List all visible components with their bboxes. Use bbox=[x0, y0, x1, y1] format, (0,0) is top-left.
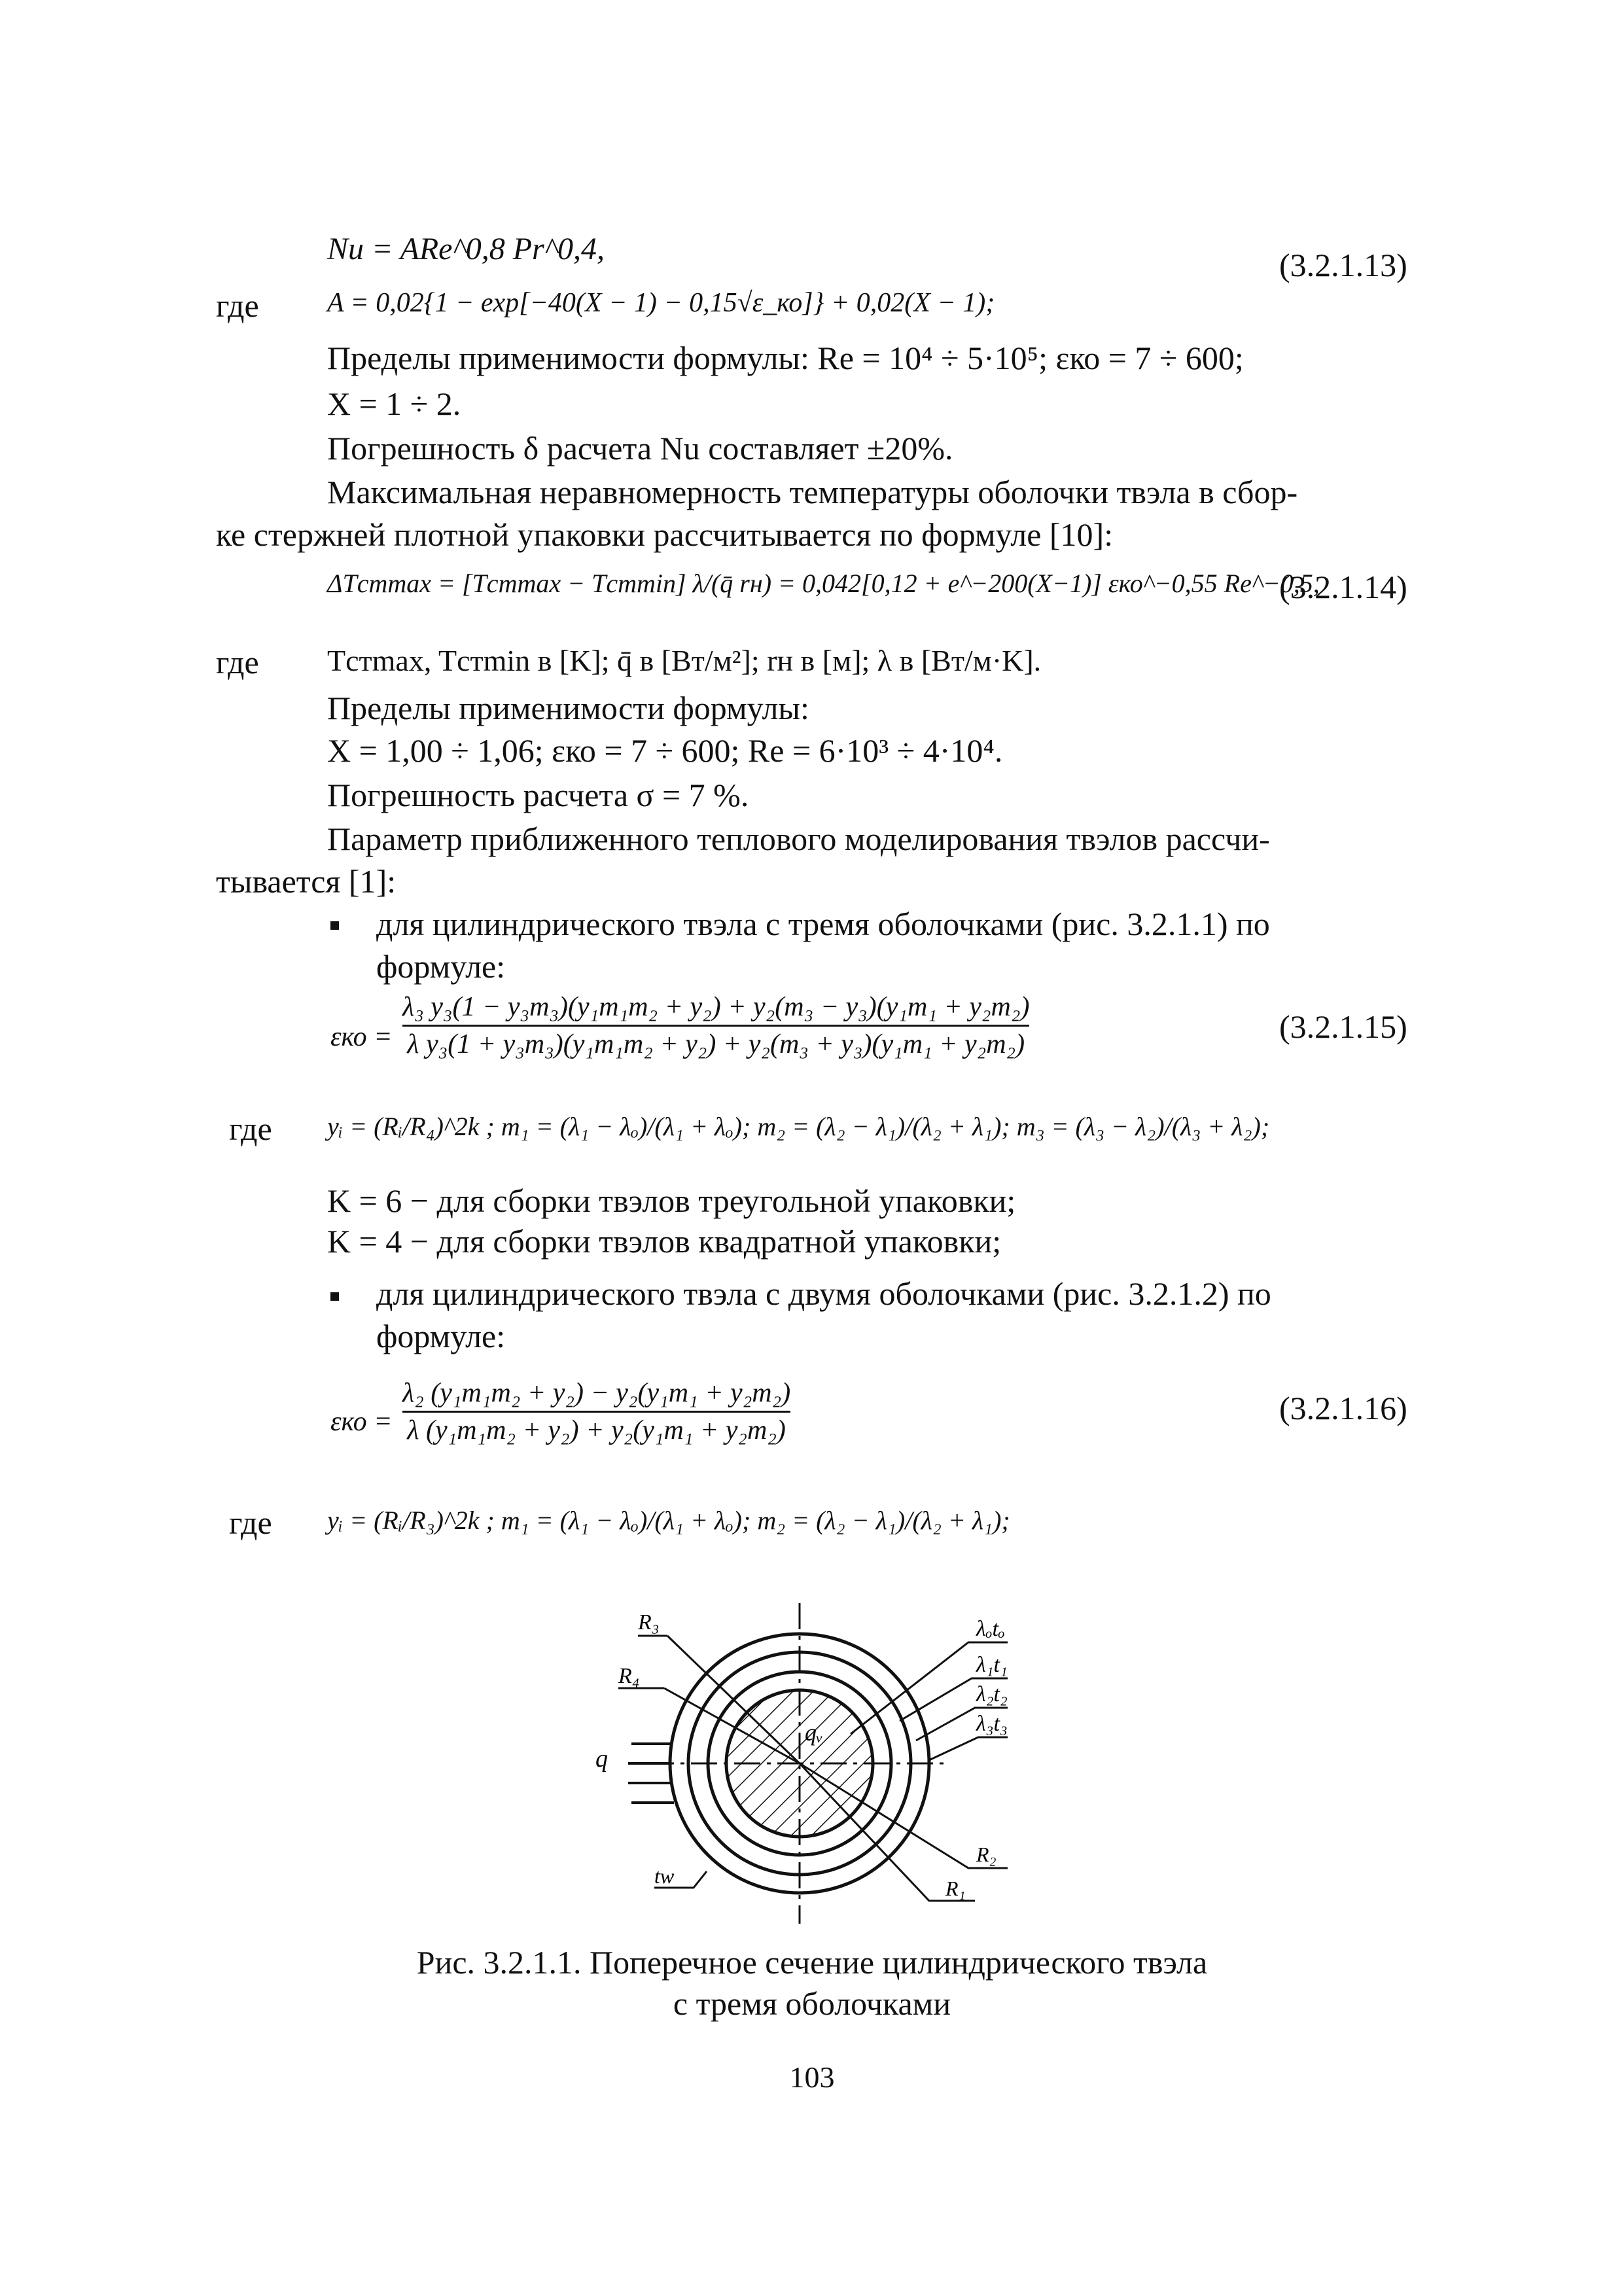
para-max-line1: Максимальная неравномерность температуры оболочки твэла в сбор- bbox=[327, 474, 1298, 510]
para-param-line2: тывается [1]: bbox=[216, 863, 397, 900]
bullet-2-line1: для цилиндрического твэла с двумя оболочками (рис. 3.2.1.2) по bbox=[376, 1275, 1271, 1312]
eq-14-number: (3.2.1.14) bbox=[1279, 569, 1407, 605]
label-q: q bbox=[595, 1745, 608, 1773]
page-number: 103 bbox=[789, 2060, 835, 2094]
limits-13: Пределы применимости формулы: Re = 10⁴ ÷ 5·10⁵; εко = 7 ÷ 600; bbox=[327, 340, 1244, 376]
limits-14: X = 1,00 ÷ 1,06; εко = 7 ÷ 600; Re = 6·10³ ÷ 4·10⁴. bbox=[327, 732, 1003, 769]
label-tw: tw bbox=[654, 1864, 675, 1888]
eq-16-denominator: λ (y₁m₁m₂ + y₂) + y₂(y₁m₁ + y₂m₂) bbox=[407, 1415, 786, 1446]
bullet-1-line1: для цилиндрического твэла с тремя оболочками (рис. 3.2.1.1) по bbox=[376, 906, 1270, 942]
label-r2: R₂ bbox=[976, 1843, 997, 1866]
eq-16-numerator: λ₂ (y₁m₁m₂ + y₂) − y₂(y₁m₁ + y₂m₂) bbox=[402, 1378, 791, 1408]
limits-14-title: Пределы применимости формулы: bbox=[327, 690, 809, 726]
figure-caption-line1: Рис. 3.2.1.1. Поперечное сечение цилиндрического твэла bbox=[416, 1944, 1208, 1981]
eq-13-a-formula: A = 0,02{1 − exp[−40(X − 1) − 0,15√ε_ко]} + 0,02(X − 1); bbox=[327, 288, 995, 318]
eq-14-formula: ΔTстmax = [Tстmax − Tстmin] λ/(q̄ rн) = 0,042[0,12 + e^−200(X−1)] εко^−0,55 Re^−0,5, bbox=[327, 569, 1320, 598]
error-13: Погрешность δ расчета Nu составляет ±20%. bbox=[327, 430, 953, 467]
eq-14-units: Tстmax, Tстmin в [K]; q̄ в [Вт/м²]; rн в [м]; λ в [Вт/м·K]. bbox=[327, 644, 1042, 677]
eq-16-lhs: εко = bbox=[330, 1407, 393, 1437]
k4-line: K = 4 − для сборки твэлов квадратной упаковки; bbox=[327, 1223, 1002, 1260]
label-r4: R₄ bbox=[618, 1664, 640, 1688]
eq-15-where: где bbox=[229, 1110, 272, 1147]
eq-14-where: где bbox=[216, 644, 259, 680]
eq-16-defs: yᵢ = (Rᵢ/R₃)^2k ; m₁ = (λ₁ − λₒ)/(λ₁ + λₒ); m₂ = (λ₂ − λ₁)/(λ₂ + λ₁); bbox=[327, 1506, 1010, 1535]
eq-15-denominator: λ y₃(1 + y₃m₃)(y₁m₁m₂ + y₂) + y₂(m₃ + y₃)(y₁m₁ + y₂m₂) bbox=[407, 1029, 1025, 1060]
label-l3t3: λ₃t₃ bbox=[976, 1712, 1008, 1736]
label-r1: R₁ bbox=[945, 1877, 966, 1900]
label-l1t1: λ₁t₁ bbox=[976, 1653, 1008, 1677]
k6-line: K = 6 − для сборки твэлов треугольной упаковки; bbox=[327, 1182, 1016, 1219]
eq-13-formula: Nu = ARe^0,8 Pr^0,4, bbox=[327, 232, 605, 266]
error-14: Погрешность расчета σ = 7 %. bbox=[327, 777, 749, 813]
eq-15-defs: yᵢ = (Rᵢ/R₄)^2k ; m₁ = (λ₁ − λₒ)/(λ₁ + λₒ); m₂ = (λ₂ − λ₁)/(λ₂ + λ₁); m₃ = (λ₃ − λ₂)/(λ₃ + λ₂); bbox=[327, 1112, 1270, 1141]
eq-15-number: (3.2.1.15) bbox=[1279, 1008, 1407, 1045]
label-l2t2: λ₂t₂ bbox=[976, 1682, 1008, 1706]
label-r3: R₃ bbox=[638, 1610, 660, 1634]
eq-15-lhs: εко = bbox=[330, 1022, 393, 1052]
para-max-line2: ке стержней плотной упаковки рассчитывается по формуле [10]: bbox=[216, 516, 1114, 553]
eq-13-where: где bbox=[216, 287, 259, 324]
bullet-1-line2: формуле: bbox=[376, 948, 506, 985]
figure-caption-line2: с тремя оболочками bbox=[673, 1985, 951, 2022]
eq-13-number: (3.2.1.13) bbox=[1279, 247, 1407, 283]
heat-flux-arrows bbox=[628, 1744, 674, 1803]
label-qv: qᵥ bbox=[805, 1720, 824, 1746]
eq-16-where: где bbox=[229, 1504, 272, 1541]
bullet-2-line2: формуле: bbox=[376, 1318, 506, 1354]
eq-16-number: (3.2.1.16) bbox=[1279, 1390, 1407, 1426]
label-l0t0: λₒtₒ bbox=[976, 1617, 1005, 1641]
eq-15-numerator: λ₃ y₃(1 − y₃m₃)(y₁m₁m₂ + y₂) + y₂(m₃ − y₃)(y₁m₁ + y₂m₂) bbox=[402, 992, 1030, 1022]
limits-13b: X = 1 ÷ 2. bbox=[327, 385, 461, 422]
para-param-line1: Параметр приближенного теплового моделирования твэлов рассчи- bbox=[327, 821, 1270, 857]
